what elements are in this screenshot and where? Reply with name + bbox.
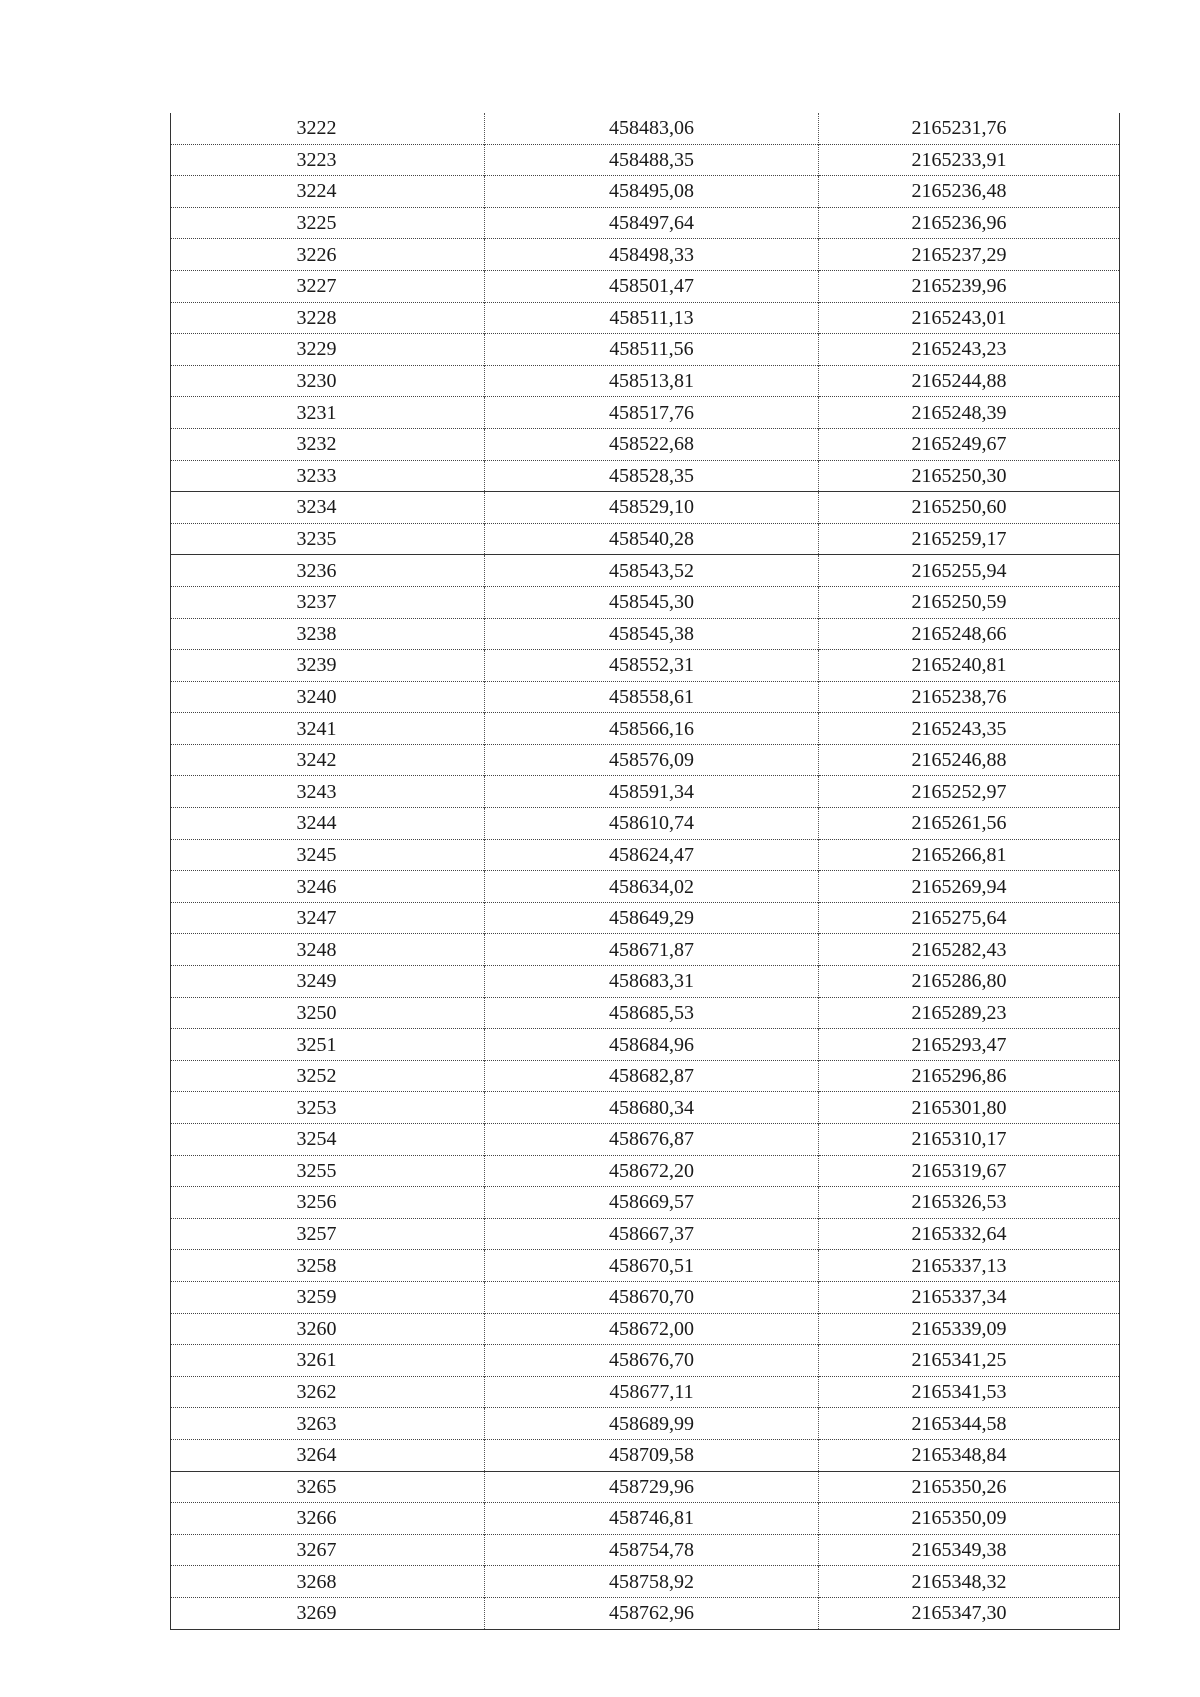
- point-number-cell: 3257: [171, 1218, 485, 1250]
- point-number-cell: 3244: [171, 808, 485, 840]
- table-row: [171, 1218, 1120, 1250]
- y-coordinate-cell: 2165249,67: [819, 428, 1120, 460]
- point-number-cell: 3246: [171, 871, 485, 903]
- table-row: [171, 902, 1120, 934]
- table-row: [171, 1313, 1120, 1345]
- point-number-cell: 3250: [171, 997, 485, 1029]
- point-number-cell: 3228: [171, 302, 485, 334]
- x-coordinate-cell: 458483,06: [485, 113, 819, 144]
- coordinates-table: [170, 113, 1120, 1630]
- point-number-cell: 3258: [171, 1250, 485, 1282]
- point-number-cell: 3269: [171, 1597, 485, 1629]
- x-coordinate-cell: 458540,28: [485, 523, 819, 555]
- y-coordinate-cell: 2165344,58: [819, 1408, 1120, 1440]
- y-coordinate-cell: 2165310,17: [819, 1124, 1120, 1156]
- table-row: [171, 1597, 1120, 1629]
- y-coordinate-cell: 2165238,76: [819, 681, 1120, 713]
- x-coordinate-cell: 458513,81: [485, 365, 819, 397]
- x-coordinate-cell: 458762,96: [485, 1597, 819, 1629]
- table-row: [171, 239, 1120, 271]
- x-coordinate-cell: 458543,52: [485, 555, 819, 587]
- y-coordinate-cell: 2165240,81: [819, 650, 1120, 682]
- table-row: [171, 808, 1120, 840]
- x-coordinate-cell: 458610,74: [485, 808, 819, 840]
- point-number-cell: 3230: [171, 365, 485, 397]
- point-number-cell: 3255: [171, 1155, 485, 1187]
- x-coordinate-cell: 458529,10: [485, 492, 819, 524]
- table-row: [171, 428, 1120, 460]
- table-row: [171, 586, 1120, 618]
- y-coordinate-cell: 2165244,88: [819, 365, 1120, 397]
- table-row: [171, 176, 1120, 208]
- table-row: [171, 1534, 1120, 1566]
- point-number-cell: 3222: [296, 117, 337, 140]
- y-coordinate-cell: 2165282,43: [819, 934, 1120, 966]
- table-row: [171, 1566, 1120, 1598]
- point-number-cell: 3262: [171, 1376, 485, 1408]
- table-row: [171, 1503, 1120, 1535]
- y-coordinate-cell: 2165261,56: [819, 808, 1120, 840]
- x-coordinate-cell: 458671,87: [485, 934, 819, 966]
- x-coordinate-cell: 458670,51: [485, 1250, 819, 1282]
- y-coordinate-cell: 2165250,30: [819, 460, 1120, 492]
- x-coordinate-cell: 458517,76: [485, 397, 819, 429]
- y-coordinate-cell: 2165332,64: [819, 1218, 1120, 1250]
- y-coordinate-cell: 2165236,96: [819, 207, 1120, 239]
- point-number-cell: 3245: [171, 839, 485, 871]
- x-coordinate-cell: 458670,70: [485, 1281, 819, 1313]
- table-row: [171, 1029, 1120, 1061]
- point-number-cell: 3263: [171, 1408, 485, 1440]
- x-coordinate-cell: 458511,56: [485, 334, 819, 366]
- x-coordinate-cell: 458672,00: [485, 1313, 819, 1345]
- x-coordinate-cell: 458495,08: [485, 176, 819, 208]
- y-coordinate-cell: 2165248,39: [819, 397, 1120, 429]
- table-row: [171, 776, 1120, 808]
- x-coordinate-cell: 458729,96: [485, 1471, 819, 1503]
- y-coordinate-cell: 2165337,13: [819, 1250, 1120, 1282]
- point-number-cell: 3238: [171, 618, 485, 650]
- point-number-cell: 3251: [171, 1029, 485, 1061]
- table-row: [171, 871, 1120, 903]
- y-coordinate-cell: 2165348,32: [819, 1566, 1120, 1598]
- table-row: [171, 713, 1120, 745]
- table-row: [171, 839, 1120, 871]
- table-row: [171, 1345, 1120, 1377]
- x-coordinate-cell: 458667,37: [485, 1218, 819, 1250]
- table-row: [171, 681, 1120, 713]
- y-coordinate-cell: 2165259,17: [819, 523, 1120, 555]
- y-coordinate-cell: 2165296,86: [819, 1060, 1120, 1092]
- x-coordinate-cell: 458552,31: [485, 650, 819, 682]
- y-coordinate-cell: 2165341,53: [819, 1376, 1120, 1408]
- y-coordinate-cell: 2165248,66: [819, 618, 1120, 650]
- x-coordinate-cell: 458545,30: [485, 586, 819, 618]
- table-row: [171, 1439, 1120, 1471]
- table-row: [171, 555, 1120, 587]
- point-number-cell: 3266: [171, 1503, 485, 1535]
- y-coordinate-cell: 2165286,80: [819, 966, 1120, 998]
- x-coordinate-cell: 458498,33: [485, 239, 819, 271]
- y-coordinate-cell: 2165319,67: [819, 1155, 1120, 1187]
- table-row: [171, 523, 1120, 555]
- y-coordinate-cell: 2165243,23: [819, 334, 1120, 366]
- point-number-cell: 3242: [171, 744, 485, 776]
- x-coordinate-cell: 458501,47: [485, 270, 819, 302]
- x-coordinate-cell: 458709,58: [485, 1439, 819, 1471]
- table-row: [171, 1124, 1120, 1156]
- point-number-cell: 3268: [171, 1566, 485, 1598]
- x-coordinate-cell: 458685,53: [485, 997, 819, 1029]
- x-coordinate-cell: 458522,68: [485, 428, 819, 460]
- point-number-cell: 3234: [171, 492, 485, 524]
- table-row: [171, 460, 1120, 492]
- x-coordinate-cell: 458682,87: [485, 1060, 819, 1092]
- point-number-cell: 3267: [171, 1534, 485, 1566]
- y-coordinate-cell: 2165301,80: [819, 1092, 1120, 1124]
- table-row: [171, 997, 1120, 1029]
- y-coordinate-cell: 2165337,34: [819, 1281, 1120, 1313]
- x-coordinate-cell: 458758,92: [485, 1566, 819, 1598]
- table-row: [171, 113, 1120, 144]
- x-coordinate-cell: 458624,47: [485, 839, 819, 871]
- table-row: [171, 492, 1120, 524]
- y-coordinate-cell: 2165326,53: [819, 1187, 1120, 1219]
- x-coordinate-cell: 458672,20: [485, 1155, 819, 1187]
- x-coordinate-cell: 458754,78: [485, 1534, 819, 1566]
- point-number-cell: 3240: [171, 681, 485, 713]
- y-coordinate-cell: 2165350,26: [819, 1471, 1120, 1503]
- y-coordinate-cell: 2165339,09: [819, 1313, 1120, 1345]
- point-number-cell: 3254: [171, 1124, 485, 1156]
- table-row: [171, 397, 1120, 429]
- table-row: [171, 1250, 1120, 1282]
- y-coordinate-cell: 2165233,91: [819, 144, 1120, 176]
- y-coordinate-cell: 2165252,97: [819, 776, 1120, 808]
- table-row: [171, 744, 1120, 776]
- point-number-cell: 3264: [171, 1439, 485, 1471]
- table-row: [171, 1155, 1120, 1187]
- y-coordinate-cell: 2165255,94: [819, 555, 1120, 587]
- point-number-cell: 3265: [171, 1471, 485, 1503]
- point-number-cell: 3225: [171, 207, 485, 239]
- x-coordinate-cell: 458566,16: [485, 713, 819, 745]
- table-row: [171, 934, 1120, 966]
- point-number-cell: 3227: [171, 270, 485, 302]
- point-number-cell: 3223: [171, 144, 485, 176]
- point-number-cell: 3248: [171, 934, 485, 966]
- y-coordinate-cell: 2165250,59: [819, 586, 1120, 618]
- x-coordinate-cell: 458558,61: [485, 681, 819, 713]
- x-coordinate-cell: 458545,38: [485, 618, 819, 650]
- x-coordinate-cell: 458677,11: [485, 1376, 819, 1408]
- y-coordinate-cell: 2165347,30: [819, 1597, 1120, 1629]
- point-number-cell: 3229: [171, 334, 485, 366]
- point-number-cell: 3261: [171, 1345, 485, 1377]
- table-row: [171, 1471, 1120, 1503]
- table-row: [171, 650, 1120, 682]
- x-coordinate-cell: 458676,70: [485, 1345, 819, 1377]
- y-coordinate-cell: 2165293,47: [819, 1029, 1120, 1061]
- x-coordinate-cell: 458591,34: [485, 776, 819, 808]
- point-number-cell: 3243: [171, 776, 485, 808]
- x-coordinate-cell: 458689,99: [485, 1408, 819, 1440]
- table-row: [171, 1376, 1120, 1408]
- y-coordinate-cell: 2165275,64: [819, 902, 1120, 934]
- point-number-cell: 3253: [171, 1092, 485, 1124]
- y-coordinate-cell: 2165348,84: [819, 1439, 1120, 1471]
- point-number-cell: 3239: [171, 650, 485, 682]
- table-row: [171, 365, 1120, 397]
- point-number-cell: 3247: [171, 902, 485, 934]
- point-number-cell: 3249: [171, 966, 485, 998]
- x-coordinate-cell: 458497,64: [485, 207, 819, 239]
- table-row: [171, 207, 1120, 239]
- x-coordinate-cell: 458634,02: [485, 871, 819, 903]
- y-coordinate-cell: 2165246,88: [819, 744, 1120, 776]
- table-row: [171, 966, 1120, 998]
- y-coordinate-cell: 2165237,29: [819, 239, 1120, 271]
- x-coordinate-cell: 458684,96: [485, 1029, 819, 1061]
- table-row: [171, 618, 1120, 650]
- x-coordinate-cell: 458488,35: [485, 144, 819, 176]
- x-coordinate-cell: 458528,35: [485, 460, 819, 492]
- y-coordinate-cell: 2165269,94: [819, 871, 1120, 903]
- table-row: [171, 1408, 1120, 1440]
- point-number-cell: 3260: [171, 1313, 485, 1345]
- table-row: [171, 302, 1120, 334]
- y-coordinate-cell: 2165350,09: [819, 1503, 1120, 1535]
- x-coordinate-cell: 458669,57: [485, 1187, 819, 1219]
- table-row: [171, 270, 1120, 302]
- x-coordinate-cell: 458746,81: [485, 1503, 819, 1535]
- point-number-cell: 3233: [171, 460, 485, 492]
- coordinates-table-body: [171, 113, 1120, 1629]
- x-coordinate-cell: 458676,87: [485, 1124, 819, 1156]
- y-coordinate-cell: 2165236,48: [819, 176, 1120, 208]
- table-row: [171, 1060, 1120, 1092]
- point-number-cell: 3241: [171, 713, 485, 745]
- y-coordinate-cell: 2165341,25: [819, 1345, 1120, 1377]
- point-number-cell: 3237: [171, 586, 485, 618]
- x-coordinate-cell: 458649,29: [485, 902, 819, 934]
- point-number-cell: 3224: [171, 176, 485, 208]
- x-coordinate-cell: 458576,09: [485, 744, 819, 776]
- point-number-cell: 3256: [171, 1187, 485, 1219]
- y-coordinate-cell: 2165250,60: [819, 492, 1120, 524]
- point-number-cell: 3259: [171, 1281, 485, 1313]
- y-coordinate-cell: 2165231,76: [819, 113, 1120, 144]
- point-number-cell: 3232: [171, 428, 485, 460]
- table-row: [171, 144, 1120, 176]
- x-coordinate-cell: 458680,34: [485, 1092, 819, 1124]
- y-coordinate-cell: 2165289,23: [819, 997, 1120, 1029]
- point-number-cell: 3231: [171, 397, 485, 429]
- y-coordinate-cell: 2165243,01: [819, 302, 1120, 334]
- x-coordinate-cell: 458511,13: [485, 302, 819, 334]
- table-row: [171, 1187, 1120, 1219]
- y-coordinate-cell: 2165239,96: [819, 270, 1120, 302]
- table-row: [171, 334, 1120, 366]
- table-row: [171, 1281, 1120, 1313]
- point-number-cell: 3226: [171, 239, 485, 271]
- y-coordinate-cell: 2165266,81: [819, 839, 1120, 871]
- point-number-cell: 3235: [171, 523, 485, 555]
- point-number-cell: 3236: [171, 555, 485, 587]
- y-coordinate-cell: 2165243,35: [819, 713, 1120, 745]
- y-coordinate-cell: 2165349,38: [819, 1534, 1120, 1566]
- table-row: [171, 1092, 1120, 1124]
- x-coordinate-cell: 458683,31: [485, 966, 819, 998]
- point-number-cell: 3252: [171, 1060, 485, 1092]
